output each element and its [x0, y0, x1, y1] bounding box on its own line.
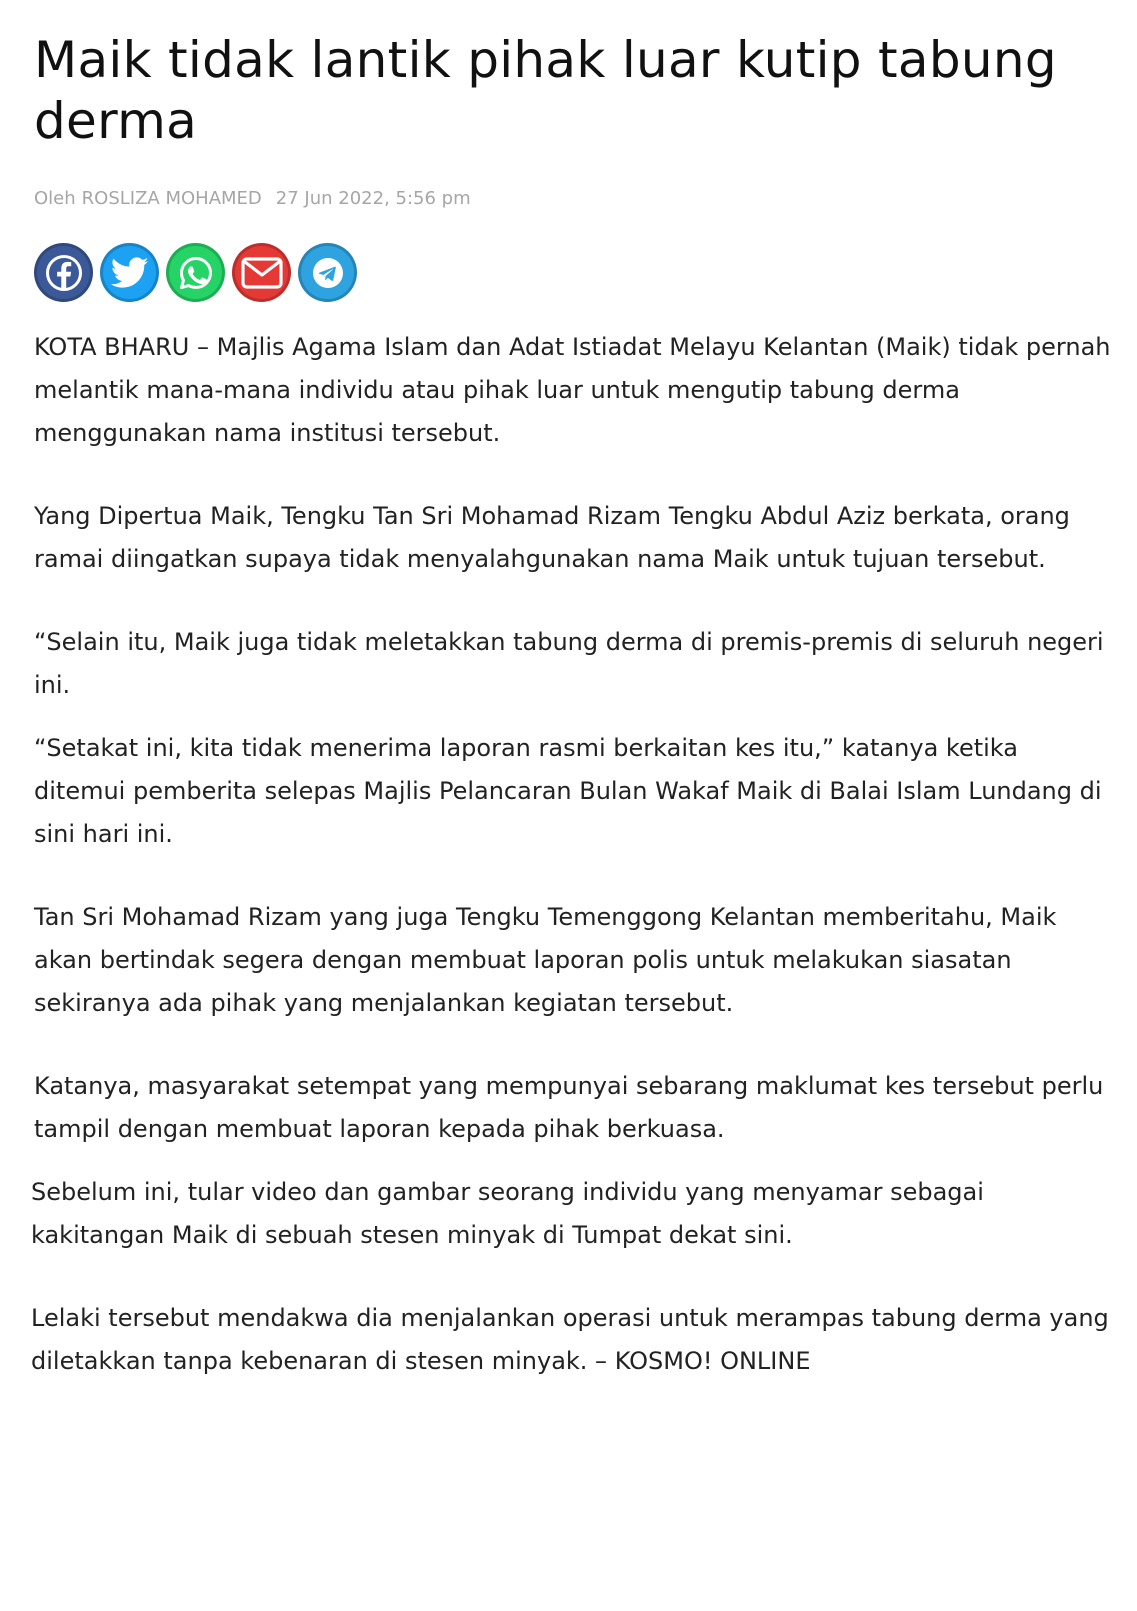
facebook-icon: [44, 253, 84, 293]
body-paragraph: Lelaki tersebut mendakwa dia menjalankan operasi untuk merampas tabung derma yang diletakkan tanpa kebenaran di stesen minyak. – KOSMO! ONLINE: [31, 1304, 1109, 1375]
body-paragraph: Sebelum ini, tular video dan gambar seorang individu yang menyamar sebagai kakitangan Maik di sebuah stesen minyak di Tumpat dekat sini.: [31, 1178, 984, 1249]
twitter-icon: [111, 257, 149, 289]
body-paragraph: Yang Dipertua Maik, Tengku Tan Sri Mohamad Rizam Tengku Abdul Aziz berkata, orang ramai diingatkan supaya tidak menyalahgunakan nama Maik untuk tujuan tersebut.: [34, 502, 1070, 573]
author-name[interactable]: ROSLIZA MOHAMED: [81, 188, 262, 209]
share-telegram-button[interactable]: [298, 243, 357, 302]
share-whatsapp-button[interactable]: [166, 243, 225, 302]
body-paragraph: Katanya, masyarakat setempat yang mempunyai sebarang maklumat kes tersebut perlu tampil dengan membuat laporan kepada pihak berkuasa.: [34, 1072, 1104, 1143]
article-title: Maik tidak lantik pihak luar kutip tabung derma: [34, 31, 1057, 150]
body-paragraph: Tan Sri Mohamad Rizam yang juga Tengku Temenggong Kelantan memberitahu, Maik akan bertindak segera dengan membuat laporan polis untuk melakukan siasatan sekiranya ada pihak yang menjalankan kegiatan tersebut.: [34, 903, 1057, 1017]
publish-date: 27 Jun 2022, 5:56 pm: [275, 188, 471, 209]
whatsapp-icon: [176, 253, 216, 293]
share-facebook-button[interactable]: [34, 243, 93, 302]
telegram-icon: [308, 253, 348, 293]
article-meta: [34, 188, 1114, 209]
body-paragraph: KOTA BHARU – Majlis Agama Islam dan Adat Istiadat Melayu Kelantan (Maik) tidak pernah melantik mana-mana individu atau pihak luar untuk mengutip tabung derma menggunakan nama institusi tersebut.: [34, 333, 1111, 447]
mail-icon: [241, 257, 283, 289]
body-paragraph: “Setakat ini, kita tidak menerima laporan rasmi berkaitan kes itu,” katanya ketika ditemui pemberita selepas Majlis Pelancaran Bulan Wakaf Maik di Balai Islam Lundang di sini hari ini.: [34, 734, 1102, 848]
article: [31, 30, 1114, 1383]
share-email-button[interactable]: [232, 243, 291, 302]
body-paragraph: “Selain itu, Maik juga tidak meletakkan tabung derma di premis-premis di seluruh negeri ini.: [34, 628, 1104, 699]
share-bar: [34, 243, 1114, 302]
byline-prefix: Oleh: [34, 188, 76, 209]
share-twitter-button[interactable]: [100, 243, 159, 302]
article-body: [31, 326, 1114, 1383]
